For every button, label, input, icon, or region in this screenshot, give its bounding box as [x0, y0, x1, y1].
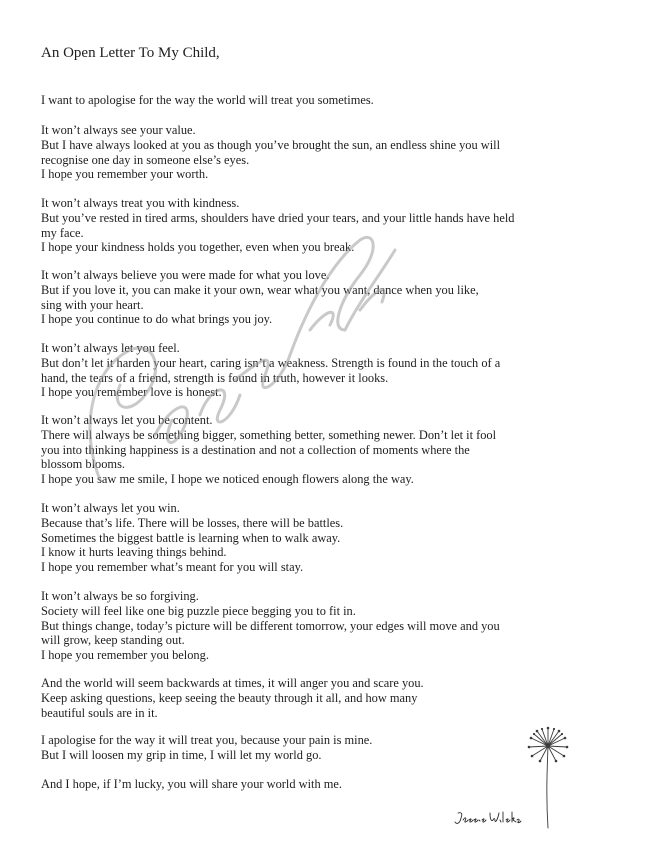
letter-line: But if you love it, you can make it your own, wear what you want, dance when you like, — [41, 282, 479, 297]
letter-line: And the world will seem backwards at times, it will anger you and scare you. — [41, 676, 424, 690]
letter-line: I know it hurts leaving things behind. — [41, 545, 227, 560]
letter-line: Because that’s life. There will be losses, there will be battles. — [41, 515, 344, 530]
letter-line: recognise one day in someone else’s eyes. — [41, 152, 250, 167]
letter-line: Sometimes the biggest battle is learning when to walk away. — [41, 530, 341, 545]
letter-line: I want to apologise for the way the world will treat you sometimes. — [41, 93, 374, 107]
letter-line: There will always be something bigger, something better, something newer. Don’t let it fool — [41, 427, 497, 442]
letter-line: I hope you remember what’s meant for you will stay. — [41, 560, 304, 575]
letter-line: hand, the tears of a friend, strength is found in truth, however it looks. — [41, 370, 389, 385]
stanza — [41, 733, 521, 763]
handwritten-signature — [452, 808, 522, 830]
stanza — [41, 777, 521, 792]
letter-line: But I have always looked at you as though you’ve brought the sun, an endless shine you will — [41, 137, 501, 152]
letter-line: It won’t always see your value. — [41, 123, 196, 137]
letter-line: I apologise for the way it will treat you, because your pain is mine. — [41, 733, 373, 747]
stanza — [41, 341, 521, 400]
stanza — [41, 589, 521, 663]
stanza — [41, 501, 521, 575]
letter-line: blossom blooms. — [41, 457, 125, 472]
letter-line: I hope you continue to do what brings you joy. — [41, 312, 273, 327]
letter-line: It won’t always let you be content. — [41, 413, 213, 427]
letter-line: But you’ve rested in tired arms, shoulders have dried your tears, and your little hands have held — [41, 210, 515, 225]
letter-line: sing with your heart. — [41, 297, 144, 312]
letter-line: It won’t always treat you with kindness. — [41, 196, 240, 210]
letter-line: Keep asking questions, keep seeing the beauty through it all, and how many — [41, 690, 418, 705]
letter-line: And I hope, if I’m lucky, you will share your world with me. — [41, 777, 342, 791]
letter-line: But things change, today’s picture will be different tomorrow, your edges will move and you — [41, 618, 500, 633]
letter-line: I hope you remember love is honest. — [41, 385, 222, 400]
letter-line: It won’t always let you feel. — [41, 341, 180, 355]
letter-line: my face. — [41, 225, 84, 240]
letter-line: But don’t let it harden your heart, caring isn’t a weakness. Strength is found in the touch of a — [41, 355, 501, 370]
letter-line: It won’t always let you win. — [41, 501, 180, 515]
stanza — [41, 413, 521, 487]
stanza — [41, 268, 521, 327]
stanza — [41, 93, 521, 108]
dandelion-icon — [520, 722, 580, 832]
letter-line: I hope you remember you belong. — [41, 648, 209, 663]
letter-line: But I will loosen my grip in time, I will let my world go. — [41, 747, 322, 762]
stanza — [41, 123, 521, 182]
letter-line: It won’t always believe you were made for what you love. — [41, 268, 330, 282]
letter-line: I hope your kindness holds you together, even when you break. — [41, 240, 355, 255]
letter-line: Society will feel like one big puzzle piece begging you to fit in. — [41, 603, 356, 618]
letter-title: An Open Letter To My Child, — [41, 45, 220, 61]
letter-line: beautiful souls are in it. — [41, 705, 158, 720]
letter-line: I hope you remember your worth. — [41, 167, 209, 182]
letter-line: you into thinking happiness is a destination and not a collection of moments where the — [41, 442, 470, 457]
stanza — [41, 196, 521, 255]
stanza — [41, 676, 521, 720]
letter-line: I hope you saw me smile, I hope we noticed enough flowers along the way. — [41, 472, 414, 487]
letter-line: will grow, keep standing out. — [41, 633, 185, 648]
letter-line: It won’t always be so forgiving. — [41, 589, 199, 603]
